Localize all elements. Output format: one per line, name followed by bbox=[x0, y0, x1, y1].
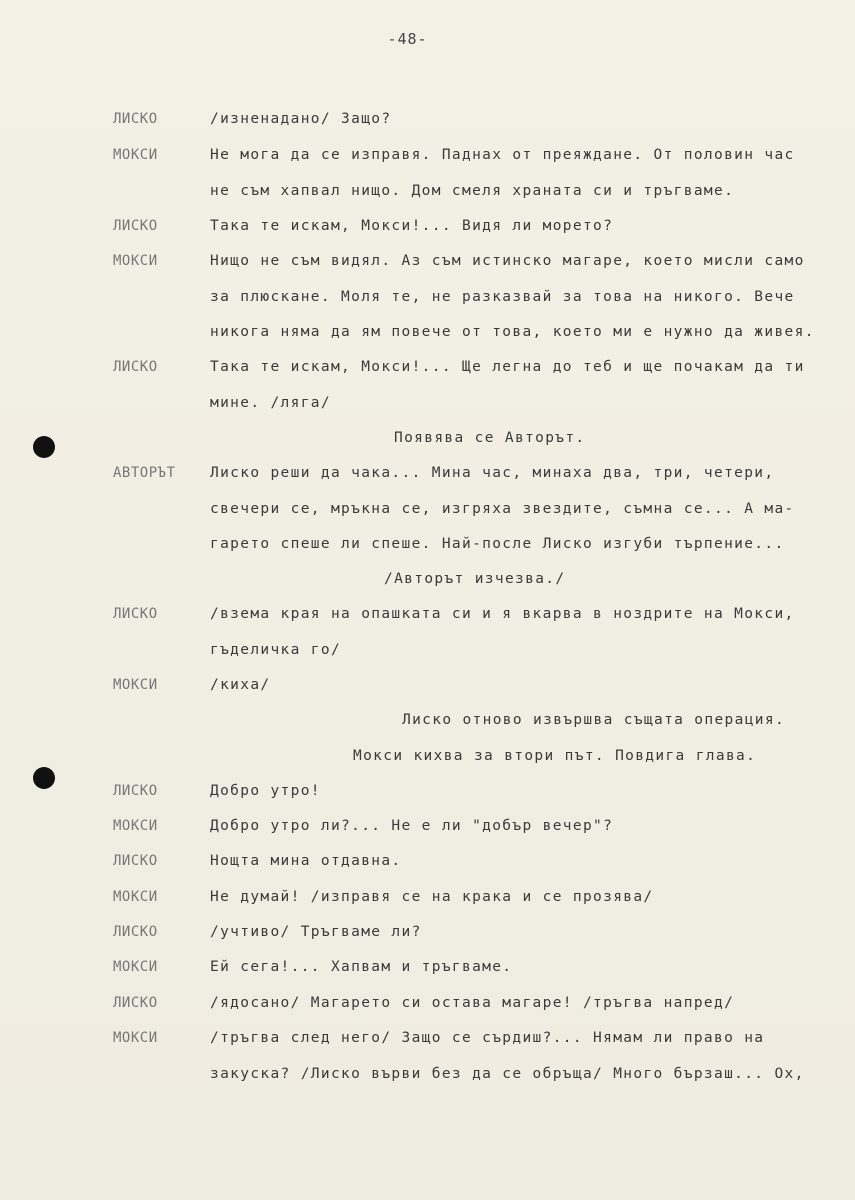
punch-hole bbox=[33, 436, 55, 458]
dialogue-line: никога няма да ям повече от това, което ми е нужно да живея. bbox=[210, 324, 815, 340]
speaker-label: МОКСИ bbox=[113, 677, 158, 693]
speaker-label: ЛИСКО bbox=[113, 359, 158, 375]
dialogue-line: Не думай! /изправя се на крака и се прозява/ bbox=[210, 889, 654, 905]
dialogue-line: Лиско реши да чака... Мина час, минаха два, три, четери, bbox=[210, 465, 775, 481]
speaker-label: МОКСИ bbox=[113, 1030, 158, 1046]
dialogue-line: закуска? /Лиско върви без да се обръща/ Много бързаш... Ох, bbox=[210, 1066, 805, 1082]
speaker-label: ЛИСКО bbox=[113, 218, 158, 234]
speaker-label: МОКСИ bbox=[113, 147, 158, 163]
dialogue-line: свечери се, мръкна се, изгряха звездите, съмна се... А ма- bbox=[210, 501, 795, 517]
dialogue-line: /тръгва след него/ Защо се сърдиш?... Нямам ли право на bbox=[210, 1030, 765, 1046]
speaker-label: МОКСИ bbox=[113, 959, 158, 975]
dialogue-line: за плюскане. Моля те, не разказвай за това на никого. Вече bbox=[210, 289, 795, 305]
speaker-label: МОКСИ bbox=[113, 818, 158, 834]
dialogue-line: Не мога да се изправя. Паднах от преяждане. От половин час bbox=[210, 147, 795, 163]
dialogue-line: Добро утро ли?... Не е ли "добър вечер"? bbox=[210, 818, 614, 834]
dialogue-line: мине. /ляга/ bbox=[210, 395, 331, 411]
dialogue-line: /изненадано/ Защо? bbox=[210, 111, 392, 127]
speaker-label: ЛИСКО bbox=[113, 111, 158, 127]
dialogue-line: Нощта мина отдавна. bbox=[210, 853, 402, 869]
stage-direction: Появява се Авторът. bbox=[394, 430, 586, 446]
dialogue-line: Ей сега!... Хапвам и тръгваме. bbox=[210, 959, 513, 975]
speaker-label: ЛИСКО bbox=[113, 783, 158, 799]
speaker-label: ЛИСКО bbox=[113, 606, 158, 622]
speaker-label: МОКСИ bbox=[113, 253, 158, 269]
dialogue-line: гъделичка го/ bbox=[210, 642, 342, 658]
speaker-label: МОКСИ bbox=[113, 889, 158, 905]
dialogue-line: Нищо не съм видял. Аз съм истинско магаре, което мисли само bbox=[210, 253, 805, 269]
dialogue-line: гарето спеше ли спеше. Най-после Лиско изгуби търпение... bbox=[210, 536, 785, 552]
stage-direction: /Авторът изчезва./ bbox=[384, 571, 566, 587]
dialogue-line: /учтиво/ Тръгваме ли? bbox=[210, 924, 422, 940]
dialogue-line: /взема края на опашката си и я вкарва в ноздрите на Мокси, bbox=[210, 606, 795, 622]
speaker-label: ЛИСКО bbox=[113, 924, 158, 940]
dialogue-line: не съм хапвал нищо. Дом смеля храната си и тръгваме. bbox=[210, 183, 735, 199]
dialogue-line: Така те искам, Мокси!... Ще легна до теб и ще почакам да ти bbox=[210, 359, 805, 375]
dialogue-line: /ядосано/ Магарето си остава магаре! /тръгва напред/ bbox=[210, 995, 735, 1011]
speaker-label: ЛИСКО bbox=[113, 853, 158, 869]
stage-direction: Мокси кихва за втори път. Повдига глава. bbox=[353, 748, 757, 764]
dialogue-line: /киха/ bbox=[210, 677, 271, 693]
dialogue-line: Така те искам, Мокси!... Видя ли морето? bbox=[210, 218, 614, 234]
speaker-label: ЛИСКО bbox=[113, 995, 158, 1011]
speaker-label: АВТОРЪТ bbox=[113, 465, 176, 481]
page-number: -48- bbox=[387, 30, 428, 48]
dialogue-line: Добро утро! bbox=[210, 783, 321, 799]
stage-direction: Лиско отново извършва същата операция. bbox=[402, 712, 786, 728]
punch-hole bbox=[33, 767, 55, 789]
